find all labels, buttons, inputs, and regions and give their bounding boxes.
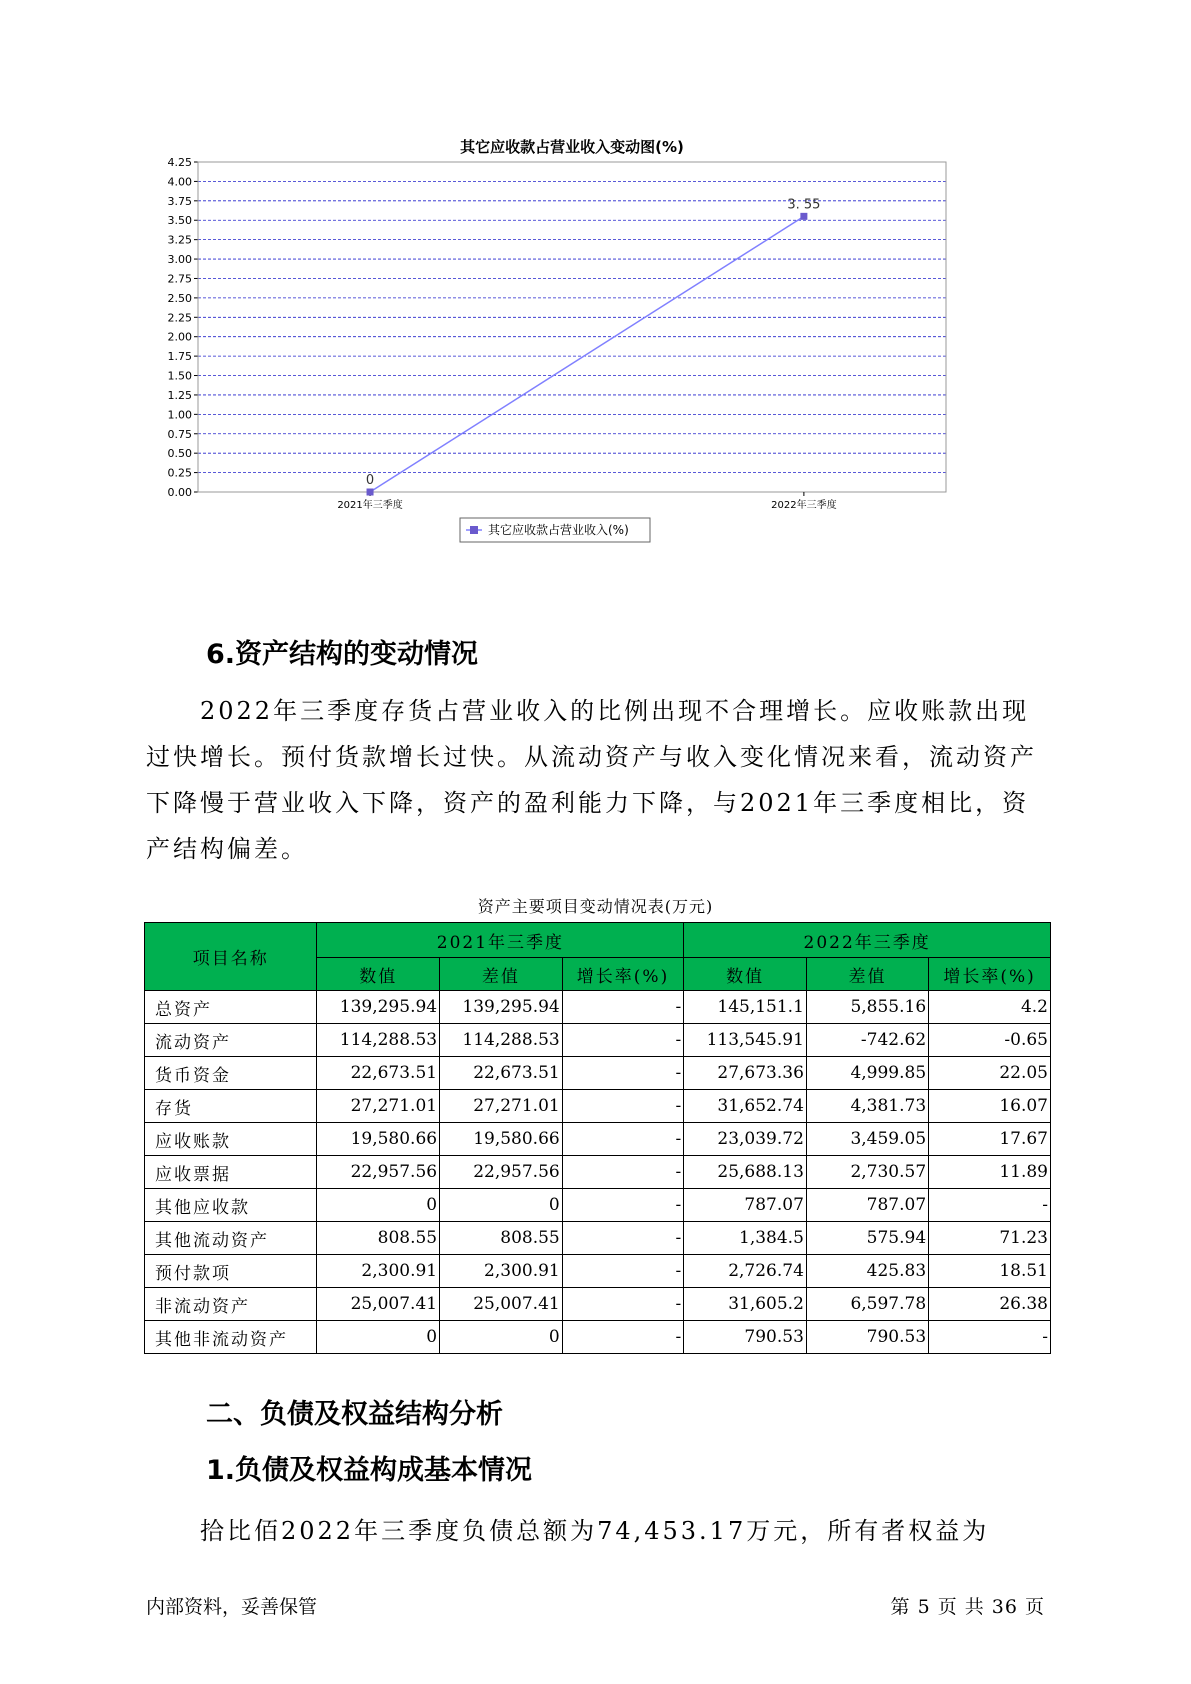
row-cell: 2,730.57	[806, 1156, 928, 1189]
row-cell: 2,726.74	[684, 1255, 807, 1288]
row-name: 存货	[145, 1090, 317, 1123]
row-cell: 139,295.94	[317, 991, 440, 1024]
table-row	[145, 1024, 1051, 1057]
table-row	[145, 1156, 1051, 1189]
table-row	[145, 1057, 1051, 1090]
y-tick-label: 3.75	[167, 194, 192, 208]
row-cell: -	[562, 1321, 684, 1354]
row-cell: 11.89	[929, 1156, 1051, 1189]
row-cell: -	[562, 1255, 684, 1288]
plot-area	[198, 162, 946, 492]
table-title: 资产主要项目变动情况表(万元)	[477, 897, 714, 916]
section-6-paragraph: 2022年三季度存货占营业收入的比例出现不合理增长。应收账款出现过快增长。预付货款增长过快。从流动资产与收入变化情况来看，流动资产下降慢于营业收入下降，资产的盈利能力下降，与2021年三季度相比，资产结构偏差。	[146, 697, 1037, 863]
row-cell: -	[929, 1321, 1051, 1354]
row-cell: 22,957.56	[317, 1156, 440, 1189]
y-tick-label: 1.75	[167, 350, 192, 364]
x-tick-label: 2022年三季度	[771, 500, 837, 511]
row-cell: 114,288.53	[440, 1024, 563, 1057]
row-cell: 4,999.85	[806, 1057, 928, 1090]
row-cell: 5,855.16	[806, 991, 928, 1024]
chart-svg	[167, 138, 1040, 600]
row-cell: 23,039.72	[684, 1123, 807, 1156]
y-tick-label: 3.00	[167, 253, 192, 267]
y-tick-label: 1.50	[167, 369, 192, 383]
row-cell: 22,673.51	[317, 1057, 440, 1090]
y-tick-label: 1.00	[167, 408, 192, 422]
row-cell: 27,271.01	[440, 1090, 563, 1123]
row-name: 货币资金	[145, 1057, 317, 1090]
row-cell: 0	[317, 1189, 440, 1222]
row-cell: -	[562, 1288, 684, 1321]
row-cell: 16.07	[929, 1090, 1051, 1123]
row-cell: -	[562, 1090, 684, 1123]
y-tick-label: 0.50	[167, 447, 192, 461]
row-cell: -0.65	[929, 1024, 1051, 1057]
row-cell: -	[562, 1057, 684, 1090]
y-tick-label: 4.25	[167, 156, 192, 169]
row-cell: 575.94	[806, 1222, 928, 1255]
row-name: 其他流动资产	[145, 1222, 317, 1255]
sub-header: 数值	[684, 958, 807, 991]
row-name: 其他非流动资产	[145, 1321, 317, 1354]
row-cell: -	[562, 1123, 684, 1156]
y-tick-label: 3.25	[167, 233, 192, 247]
y-tick-label: 1.25	[167, 388, 192, 402]
row-cell: -	[562, 991, 684, 1024]
section-two-1-heading: 1.负债及权益构成基本情况	[206, 1455, 533, 1486]
table-row	[145, 1090, 1051, 1123]
row-cell: 19,580.66	[440, 1123, 563, 1156]
other-receivables-chart	[167, 138, 1040, 600]
row-cell: 31,605.2	[684, 1288, 807, 1321]
chart-title: 其它应收款占营业收入变动图(%)	[460, 138, 684, 156]
sub-header: 差值	[440, 958, 563, 991]
sub-header: 增长率(%)	[929, 958, 1051, 991]
table-row	[145, 1288, 1051, 1321]
row-cell: 113,545.91	[684, 1024, 807, 1057]
data-label: 3. 55	[787, 197, 821, 213]
row-cell: 0	[317, 1321, 440, 1354]
row-cell: 2,300.91	[440, 1255, 563, 1288]
footer-confidential: 内部资料，妥善保管	[146, 1596, 318, 1618]
row-cell: 425.83	[806, 1255, 928, 1288]
table-row	[145, 1321, 1051, 1354]
row-cell: 25,007.41	[317, 1288, 440, 1321]
row-cell: 114,288.53	[317, 1024, 440, 1057]
data-point	[800, 213, 807, 220]
row-cell: 2,300.91	[317, 1255, 440, 1288]
row-name: 预付款项	[145, 1255, 317, 1288]
row-name: 其他应收款	[145, 1189, 317, 1222]
row-name: 应收账款	[145, 1123, 317, 1156]
row-cell: 22,957.56	[440, 1156, 563, 1189]
row-cell: 17.67	[929, 1123, 1051, 1156]
row-cell: 790.53	[806, 1321, 928, 1354]
sub-header: 数值	[317, 958, 440, 991]
table-row	[145, 1189, 1051, 1222]
x-tick-label: 2021年三季度	[337, 500, 403, 511]
sub-header: 差值	[806, 958, 928, 991]
row-cell: -	[562, 1189, 684, 1222]
row-cell: 26.38	[929, 1288, 1051, 1321]
row-cell: -	[562, 1156, 684, 1189]
row-cell: 27,271.01	[317, 1090, 440, 1123]
row-cell: 787.07	[684, 1189, 807, 1222]
row-cell: 787.07	[806, 1189, 928, 1222]
y-tick-label: 4.00	[167, 175, 192, 189]
data-point	[367, 489, 374, 496]
y-tick-label: 2.50	[167, 291, 192, 305]
y-tick-label: 3.50	[167, 214, 192, 228]
y-tick-label: 0.00	[167, 486, 192, 499]
period-1-header: 2021年三季度	[317, 923, 684, 958]
row-cell: 25,688.13	[684, 1156, 807, 1189]
row-name: 应收票据	[145, 1156, 317, 1189]
row-cell: -	[562, 1024, 684, 1057]
row-cell: -	[562, 1222, 684, 1255]
row-name: 总资产	[145, 991, 317, 1024]
row-cell: 808.55	[317, 1222, 440, 1255]
row-cell: 25,007.41	[440, 1288, 563, 1321]
data-label: 0	[365, 473, 375, 488]
period-2-header: 2022年三季度	[684, 923, 1051, 958]
row-cell: 1,384.5	[684, 1222, 807, 1255]
y-tick-label: 2.25	[167, 311, 192, 325]
section-two-heading: 二、负债及权益结构分析	[206, 1399, 503, 1430]
section-6-heading: 6.资产结构的变动情况	[206, 639, 479, 670]
legend-swatch-marker	[470, 526, 478, 534]
table-row	[145, 1123, 1051, 1156]
row-cell: 6,597.78	[806, 1288, 928, 1321]
y-tick-label: 2.00	[167, 330, 192, 344]
section-two-1-paragraph: 拾比佰2022年三季度负债总额为74,453.17万元，所有者权益为	[200, 1517, 990, 1545]
row-cell: 71.23	[929, 1222, 1051, 1255]
y-tick-label: 2.75	[167, 272, 192, 286]
row-cell: 22,673.51	[440, 1057, 563, 1090]
row-cell: 22.05	[929, 1057, 1051, 1090]
table-row	[145, 991, 1051, 1024]
row-cell: 139,295.94	[440, 991, 563, 1024]
table-row	[145, 1222, 1051, 1255]
y-tick-label: 0.75	[167, 427, 192, 441]
asset-change-table	[144, 922, 1051, 1354]
sub-header: 增长率(%)	[562, 958, 684, 991]
series-line	[370, 216, 804, 492]
row-cell: 18.51	[929, 1255, 1051, 1288]
row-cell: -742.62	[806, 1024, 928, 1057]
row-cell: 0	[440, 1321, 563, 1354]
row-cell: 790.53	[684, 1321, 807, 1354]
row-name: 非流动资产	[145, 1288, 317, 1321]
row-cell: 4,381.73	[806, 1090, 928, 1123]
row-cell: 808.55	[440, 1222, 563, 1255]
row-cell: 31,652.74	[684, 1090, 807, 1123]
row-cell: -	[929, 1189, 1051, 1222]
row-cell: 145,151.1	[684, 991, 807, 1024]
table-row	[145, 1255, 1051, 1288]
row-cell: 4.2	[929, 991, 1051, 1024]
row-cell: 3,459.05	[806, 1123, 928, 1156]
row-cell: 19,580.66	[317, 1123, 440, 1156]
row-name: 流动资产	[145, 1024, 317, 1057]
y-tick-label: 0.25	[167, 466, 192, 480]
col-item-name: 项目名称	[145, 923, 317, 991]
legend-label: 其它应收款占营业收入(%)	[488, 523, 629, 537]
footer-page-number: 第 5 页 共 36 页	[890, 1596, 1045, 1618]
row-cell: 0	[440, 1189, 563, 1222]
row-cell: 27,673.36	[684, 1057, 807, 1090]
